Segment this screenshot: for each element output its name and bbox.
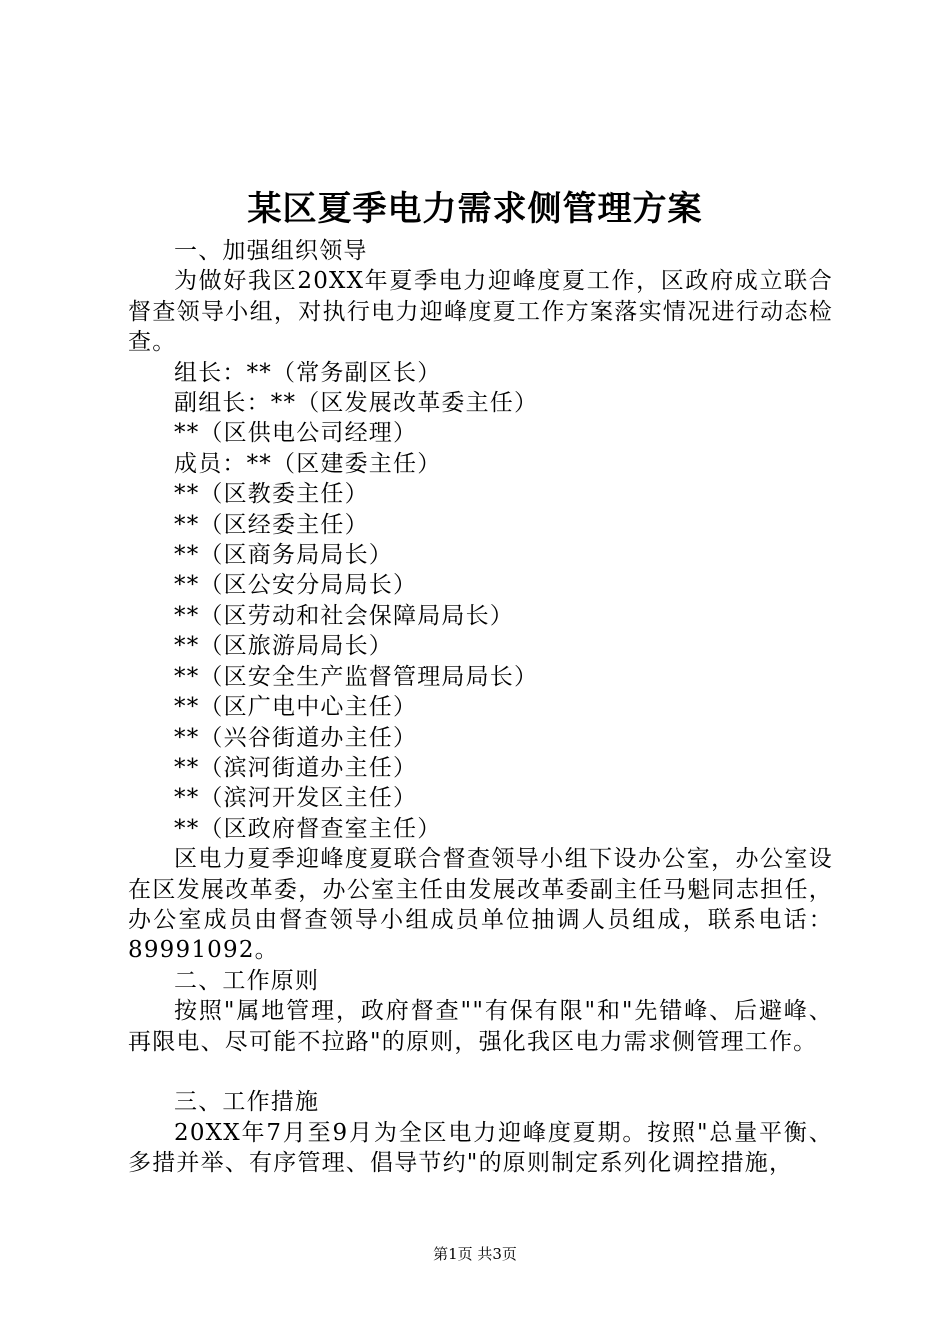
page-footer [0, 1243, 950, 1265]
document-title: 某区夏季电力需求侧管理方案 [247, 189, 703, 229]
member-line: **（区经委主任） [174, 511, 369, 538]
member-line: **（区广电中心主任） [174, 694, 418, 721]
member-line: 成员：**（区建委主任） [174, 450, 442, 477]
member-line: 组长：**（常务副区长） [174, 359, 442, 386]
member-line: **（区供电公司经理） [174, 420, 418, 447]
member-line: **（滨河街道办主任） [174, 754, 418, 781]
member-line: **（区旅游局局长） [174, 633, 393, 660]
member-line: 副组长：**（区发展改革委主任） [174, 390, 539, 417]
paragraph-principles: 按照"属地管理，政府督查""有保有限"和"先错峰、后避峰、再限电、尽可能不拉路"的原则，强化我区电力需求侧管理工作。 [128, 998, 833, 1055]
member-line: **（区政府督查室主任） [174, 815, 442, 842]
member-line: **（区商务局局长） [174, 542, 393, 569]
section-heading-3: 三、工作措施 [174, 1089, 320, 1116]
paragraph-measures: 20XX年7月至9月为全区电力迎峰度夏期。按照"总量平衡、多措并举、有序管理、倡导节约"的原则制定系列化调控措施， [128, 1119, 833, 1177]
paragraph-intro: 为做好我区20XX年夏季电力迎峰度夏工作，区政府成立联合督查领导小组，对执行电力迎峰度夏工作方案落实情况进行动态检查。 [128, 268, 833, 356]
paragraph-office: 区电力夏季迎峰度夏联合督查领导小组下设办公室，办公室设在区发展改革委，办公室主任由发展改革委副主任马魁同志担任，办公室成员由督查领导小组成员单位抽调人员组成，联系电话：89991092。 [128, 846, 833, 964]
member-line: **（区安全生产监督管理局局长） [174, 663, 539, 690]
section-heading-1: 一、加强组织领导 [174, 238, 368, 264]
page-total: 共3页 [477, 1245, 517, 1263]
page-number: 第1页 [433, 1245, 473, 1263]
blank-line [128, 1057, 833, 1087]
member-line: **（区公安分局局长） [174, 572, 418, 599]
section-heading-2: 二、工作原则 [174, 967, 320, 994]
member-line: **（区教委主任） [174, 481, 369, 508]
member-line: **（区劳动和社会保障局局长） [174, 602, 514, 629]
member-line: **（滨河开发区主任） [174, 785, 418, 812]
member-line: **（兴谷街道办主任） [174, 724, 418, 751]
document-body [128, 236, 833, 1179]
